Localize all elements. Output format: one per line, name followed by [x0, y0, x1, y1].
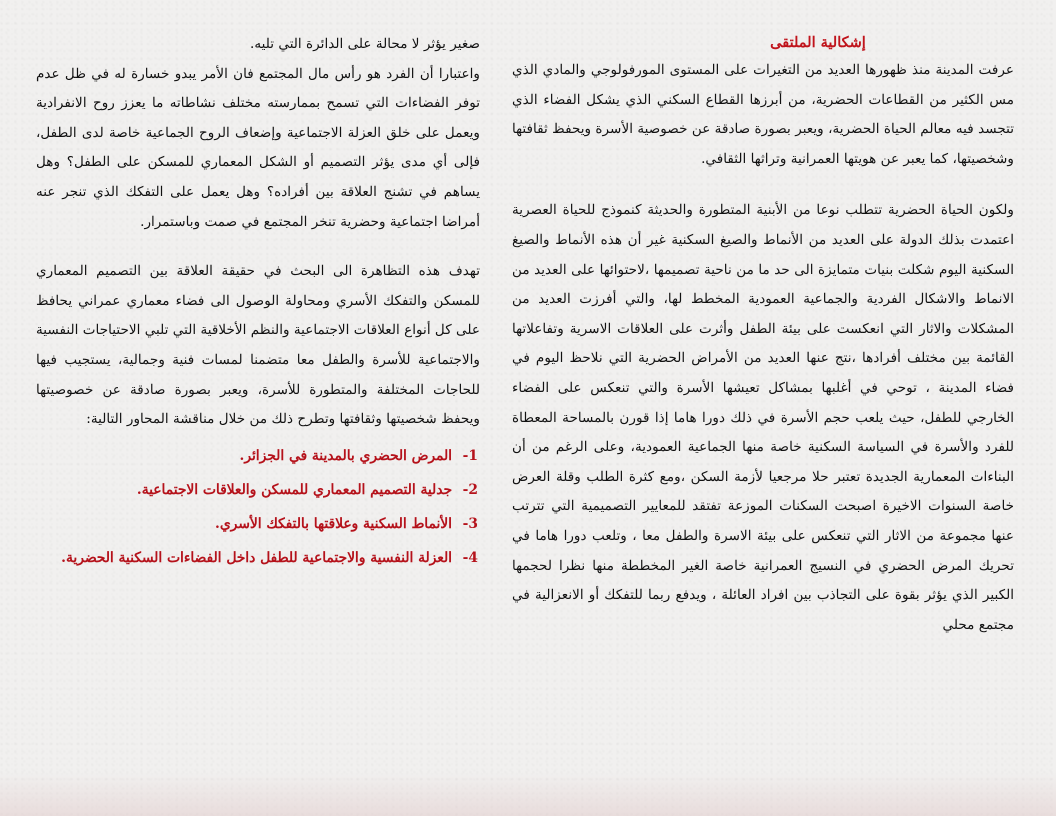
- axes-list: [36, 439, 480, 575]
- axis-text: جدلية التصميم المعماري للمسكن والعلاقات الاجتماعية.: [136, 481, 452, 498]
- page-bottom-band: [0, 772, 1056, 816]
- axis-number: 3-: [462, 515, 478, 532]
- axis-text: العزلة النفسية والاجتماعية للطفل داخل الفضاءات السكنية الحضرية.: [61, 549, 452, 566]
- right-column: [512, 30, 1014, 640]
- section-heading: إشكالية الملتقى: [770, 34, 866, 51]
- axis-text: المرض الحضري بالمدينة في الجزائر.: [239, 447, 452, 464]
- axis-item: [36, 473, 480, 507]
- axis-number: 2-: [462, 481, 478, 498]
- axis-item: [36, 439, 480, 473]
- axis-item: [36, 541, 480, 575]
- axis-number: 4-: [462, 549, 478, 566]
- left-column: [36, 30, 480, 575]
- context-paragraph: ولكون الحياة الحضرية تتطلب نوعا من الأبنية المتطورة والحديثة كنموذج للحياة العصرية اعتمدت بذلك الدولة على العديد من الأنماط والصيغ السكنية غير أن هذه الأنماط والصيغ السكنية اليوم شكلت بنيات متمايزة الى حد ما من ناحية تصميمها ،لاحتوائها على العديد من الانماط والاشكال الفردية والجماعية العمودية المخطط لها، والتي أفرزت العديد من المشكلات والاثار التي انعكست على بيئة الطفل وأثرت على العلاقات الاسرية وتفاعلاتها القائمة بين مختلف أفرادها ،نتج عنها العديد من الأمراض الحضرية التي نلاحظ اليوم في فضاء المدينة ، توحي في أغلبها بمشاكل تعيشها الأسرة والتي تنعكس على الفضاء الخارجي للطفل، حيث يلعب حجم الأسرة في ذلك دورا هاما إذا قورن بالمساحة المعطاة للفرد والأسرة في السياسة السكنية خاصة منها الجماعية العمودية، وعلى الرغم من أن البناءات المعمارية الجديدة تعتبر حلا مرجعيا لأزمة السكن ،ومع كثرة الطلب وقلة العرض خاصة السنوات الاخيرة اصبحت السكنات الموزعة تفتقد للمعايير التصميمية التي تترتب عنها مجموعة من الاثار التي تنعكس على بيئة الاسرة والطفل معا ، وتلعب دورا هاما في تحريك المرض الحضري في النسيج العمرانية خاصة الغير المخططة منها نظرا لحجمها الكبير الذي يؤثر بقوة على التجاذب بين افراد العائلة ، ويدفع ربما للتفكك أو الانعزالية في مجتمع محلي: [512, 202, 1014, 633]
- axis-number: 1-: [462, 447, 478, 464]
- intro-paragraph: عرفت المدينة منذ ظهورها العديد من التغيرات على المستوى المورفولوجي والمادي الذي مس الكثير من القطاعات الحضرية، من أبرزها القطاع السكني الذي يشكل الفضاء الذي تتجسد فيه معالم الحياة الحضرية، ويعبر بصورة صادقة عن خصوصية الأسرة ويحفظ ثقافتها وشخصيتها، كما يعبر عن هويتها العمرانية وتراثها الثقافي.: [512, 62, 1014, 167]
- problem-paragraph: واعتبارا أن الفرد هو رأس مال المجتمع فان الأمر يبدو خسارة له في ظل عدم توفر الفضاءات التي تسمح بممارسته مختلف نشاطاته ما يعزز روح الانفرادية ويعمل على خلق العزلة الاجتماعية وإضعاف الروح الجماعية خاصة لدى الطفل، فإلى أي مدى يؤثر التصميم أو الشكل المعماري للمسكن على الطفل؟ وهل يساهم في تشنج العلاقة بين أفراده؟ وهل يعمل على التفكك الذي تنجر عنه أمراضا اجتماعية وحضرية تنخر المجتمع في صمت وباستمرار.: [36, 65, 480, 230]
- axis-item: [36, 507, 480, 541]
- axis-text: الأنماط السكنية وعلاقتها بالتفكك الأسري.: [215, 515, 452, 532]
- objectives-paragraph: تهدف هذه التظاهرة الى البحث في حقيقة العلاقة بين التصميم المعماري للمسكن والتفكك الأسري ومحاولة الوصول الى فضاء معماري عمراني يحافظ على كل أنواع العلاقات الاجتماعية والنظم الأخلاقية التي تلبي الاحتياجات النفسية والاجتماعية للأسرة والطفل معا متضمنا لمسات فنية وجمالية، يستجيب فيها للحاجات المختلفة والمتطورة للأسرة، ويعبر بصورة صادقة عن خصوصيتها ويحفظ شخصيتها وثقافتها وتطرح ذلك من خلال مناقشة المحاور التالية:: [36, 263, 480, 428]
- continuation-paragraph: صغير يؤثر لا محالة على الدائرة التي تليه.: [250, 36, 480, 52]
